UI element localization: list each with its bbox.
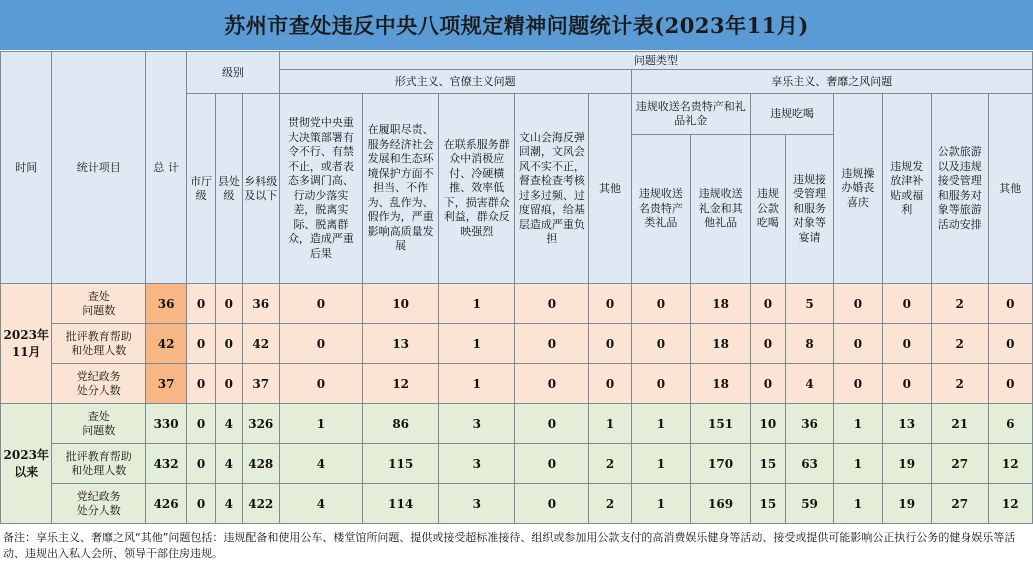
value-cell: 18 <box>691 364 751 404</box>
header-total: 总 计 <box>146 52 187 284</box>
value-cell: 15 <box>750 484 785 524</box>
value-cell: 12 <box>988 444 1032 484</box>
header-hedonism-1: 违规收送名贵特产类礼品 <box>631 135 691 284</box>
value-cell: 0 <box>187 324 216 364</box>
table-row <box>1 284 1033 324</box>
value-cell: 0 <box>187 404 216 444</box>
table-row <box>1 324 1033 364</box>
header-gift-group: 违规收送名贵特产和礼品礼金 <box>631 94 750 135</box>
report-title: 苏州市查处违反中央八项规定精神问题统计表(2023年11月) <box>0 0 1033 50</box>
value-cell: 10 <box>363 284 439 324</box>
row-label: 查处 问题数 <box>52 404 146 444</box>
value-cell: 0 <box>279 324 362 364</box>
value-cell: 21 <box>931 404 988 444</box>
value-cell: 4 <box>215 484 242 524</box>
value-cell: 0 <box>988 324 1032 364</box>
value-cell: 27 <box>931 444 988 484</box>
header-eat-group: 违规吃喝 <box>750 94 833 135</box>
value-cell: 0 <box>882 364 931 404</box>
value-cell: 0 <box>882 324 931 364</box>
value-cell: 0 <box>187 284 216 324</box>
row-label: 党纪政务 处分人数 <box>52 484 146 524</box>
value-cell: 0 <box>279 284 362 324</box>
value-cell: 170 <box>691 444 751 484</box>
value-cell: 0 <box>515 404 589 444</box>
value-cell: 0 <box>882 284 931 324</box>
value-cell: 12 <box>363 364 439 404</box>
header-formalism-1: 贯彻党中央重大决策部署有令不行、有禁不止，或者表态多调门高、行动少落实差，脱离实际、脱离群众，造成严重后果 <box>279 94 362 284</box>
value-cell: 0 <box>515 364 589 404</box>
total-cell: 36 <box>146 284 187 324</box>
value-cell: 3 <box>439 484 515 524</box>
value-cell: 3 <box>439 404 515 444</box>
value-cell: 8 <box>785 324 833 364</box>
header-hedonism: 享乐主义、奢靡之风问题 <box>631 70 1032 94</box>
value-cell: 18 <box>691 284 751 324</box>
value-cell: 2 <box>931 324 988 364</box>
value-cell: 36 <box>242 284 279 324</box>
value-cell: 0 <box>631 284 691 324</box>
value-cell: 326 <box>242 404 279 444</box>
value-cell: 0 <box>515 324 589 364</box>
value-cell: 0 <box>515 284 589 324</box>
value-cell: 63 <box>785 444 833 484</box>
value-cell: 428 <box>242 444 279 484</box>
value-cell: 2 <box>589 444 631 484</box>
value-cell: 0 <box>834 324 882 364</box>
header-level-county: 县处级 <box>215 94 242 284</box>
value-cell: 169 <box>691 484 751 524</box>
total-cell: 426 <box>146 484 187 524</box>
value-cell: 27 <box>931 484 988 524</box>
header-hedonism-4: 违规接受管理和服务对象等宴请 <box>785 135 833 284</box>
header-hedonism-7: 公款旅游以及违规接受管理和服务对象等旅游活动安排 <box>931 94 988 284</box>
header-formalism-other: 其他 <box>589 94 631 284</box>
value-cell: 1 <box>631 404 691 444</box>
total-cell: 42 <box>146 324 187 364</box>
header-hedonism-5: 违规操办婚丧喜庆 <box>834 94 882 284</box>
value-cell: 0 <box>834 284 882 324</box>
value-cell: 12 <box>988 484 1032 524</box>
table-row <box>1 484 1033 524</box>
header-formalism-2: 在履职尽责、服务经济社会发展和生态环境保护方面不担当、不作为、乱作为、假作为，严重影响高质量发展 <box>363 94 439 284</box>
header-hedonism-6: 违规发放津补贴或福利 <box>882 94 931 284</box>
value-cell: 4 <box>279 444 362 484</box>
value-cell: 1 <box>439 364 515 404</box>
header-hedonism-3: 违规公款吃喝 <box>750 135 785 284</box>
header-problem-type: 问题类型 <box>279 52 1032 70</box>
value-cell: 18 <box>691 324 751 364</box>
row-label: 批评教育帮助 和处理人数 <box>52 324 146 364</box>
value-cell: 422 <box>242 484 279 524</box>
value-cell: 1 <box>439 324 515 364</box>
period-cell: 2023年 11月 <box>1 284 52 404</box>
value-cell: 2 <box>931 284 988 324</box>
header-time: 时间 <box>1 52 52 284</box>
value-cell: 0 <box>589 284 631 324</box>
value-cell: 115 <box>363 444 439 484</box>
value-cell: 36 <box>785 404 833 444</box>
value-cell: 0 <box>750 284 785 324</box>
value-cell: 0 <box>988 364 1032 404</box>
value-cell: 0 <box>187 364 216 404</box>
value-cell: 0 <box>515 444 589 484</box>
value-cell: 4 <box>215 404 242 444</box>
header-formalism-4: 文山会海反弹回潮，文风会风不实不正，督查检查考核过多过频、过度留痕，给基层造成严重负担 <box>515 94 589 284</box>
header-level-city: 市厅级 <box>187 94 216 284</box>
table-row <box>1 444 1033 484</box>
value-cell: 1 <box>589 404 631 444</box>
value-cell: 0 <box>988 284 1032 324</box>
value-cell: 4 <box>785 364 833 404</box>
value-cell: 1 <box>834 484 882 524</box>
table-row <box>1 404 1033 444</box>
value-cell: 0 <box>187 444 216 484</box>
value-cell: 0 <box>631 324 691 364</box>
value-cell: 4 <box>215 444 242 484</box>
value-cell: 13 <box>363 324 439 364</box>
value-cell: 2 <box>931 364 988 404</box>
value-cell: 0 <box>187 484 216 524</box>
value-cell: 1 <box>631 444 691 484</box>
footnote: 备注：享乐主义、奢靡之风“其他”问题包括：违规配备和使用公车、楼堂馆所问题、提供或接受超标准接待、组织或参加用公款支付的高消费娱乐健身等活动、接受或提供可能影响公正执行公务的健身娱乐等活动、违规出入私人会所、领导干部住房违规。 <box>3 531 1016 560</box>
header-level: 级别 <box>187 52 280 94</box>
value-cell: 3 <box>439 444 515 484</box>
value-cell: 0 <box>631 364 691 404</box>
value-cell: 0 <box>215 364 242 404</box>
value-cell: 86 <box>363 404 439 444</box>
value-cell: 6 <box>988 404 1032 444</box>
row-label: 党纪政务 处分人数 <box>52 364 146 404</box>
table-row <box>1 364 1033 404</box>
value-cell: 42 <box>242 324 279 364</box>
header-formalism-3: 在联系服务群众中消极应付、冷硬横推、效率低下，损害群众利益，群众反映强烈 <box>439 94 515 284</box>
header-formalism: 形式主义、官僚主义问题 <box>279 70 631 94</box>
value-cell: 1 <box>631 484 691 524</box>
value-cell: 1 <box>834 444 882 484</box>
total-cell: 37 <box>146 364 187 404</box>
value-cell: 4 <box>279 484 362 524</box>
value-cell: 0 <box>589 324 631 364</box>
value-cell: 114 <box>363 484 439 524</box>
value-cell: 15 <box>750 444 785 484</box>
value-cell: 2 <box>589 484 631 524</box>
value-cell: 0 <box>279 364 362 404</box>
value-cell: 19 <box>882 484 931 524</box>
value-cell: 59 <box>785 484 833 524</box>
header-level-township: 乡科级及以下 <box>242 94 279 284</box>
value-cell: 37 <box>242 364 279 404</box>
header-item: 统计项目 <box>52 52 146 284</box>
total-cell: 330 <box>146 404 187 444</box>
value-cell: 0 <box>750 324 785 364</box>
value-cell: 1 <box>834 404 882 444</box>
total-cell: 432 <box>146 444 187 484</box>
statistics-table <box>0 51 1033 524</box>
value-cell: 151 <box>691 404 751 444</box>
value-cell: 0 <box>215 324 242 364</box>
header-hedonism-other: 其他 <box>988 94 1032 284</box>
period-cell: 2023年 以来 <box>1 404 52 524</box>
value-cell: 0 <box>589 364 631 404</box>
value-cell: 0 <box>215 284 242 324</box>
value-cell: 13 <box>882 404 931 444</box>
value-cell: 19 <box>882 444 931 484</box>
row-label: 批评教育帮助 和处理人数 <box>52 444 146 484</box>
value-cell: 1 <box>439 284 515 324</box>
value-cell: 0 <box>515 484 589 524</box>
row-label: 查处 问题数 <box>52 284 146 324</box>
value-cell: 5 <box>785 284 833 324</box>
value-cell: 0 <box>750 364 785 404</box>
value-cell: 10 <box>750 404 785 444</box>
value-cell: 0 <box>834 364 882 404</box>
value-cell: 1 <box>279 404 362 444</box>
header-hedonism-2: 违规收送礼金和其他礼品 <box>691 135 751 284</box>
